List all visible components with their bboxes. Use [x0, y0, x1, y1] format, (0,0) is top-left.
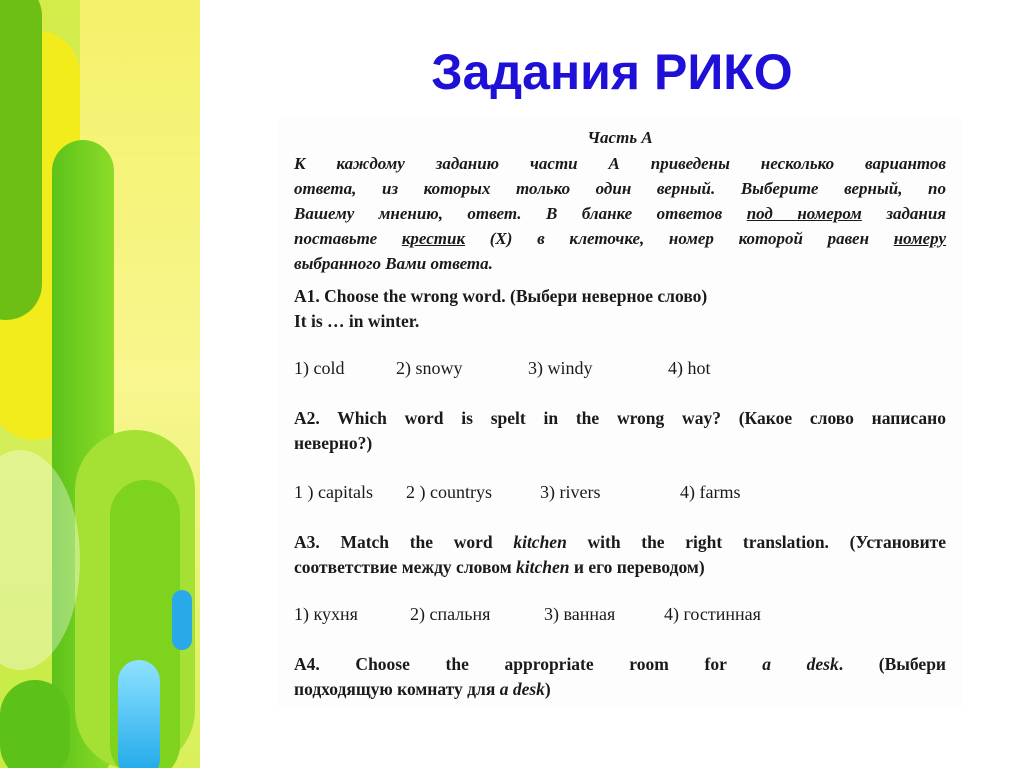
question-a4-object: a desk [499, 679, 545, 699]
part-title: Часть А [587, 128, 653, 147]
instructions-text: (Х) в клеточке, номер которой равен [489, 229, 870, 248]
question-a4-prompt-cont [294, 679, 946, 700]
question-a4-text: ) [544, 679, 551, 699]
scanned-task-sheet [278, 118, 962, 708]
question-a3-text: A3. Match the word [294, 532, 493, 552]
question-a1-option: 4) hot [668, 358, 711, 378]
question-a2-option: 1 ) capitals [294, 482, 373, 502]
question-a4-text: . (Выбери [838, 654, 947, 674]
question-a1-sentence: It is … in winter. [294, 311, 420, 331]
instructions-text: поставьте [294, 229, 378, 248]
question-a1-option: 1) cold [294, 358, 345, 378]
deco-stripe-green-left [0, 0, 42, 320]
question-a4-text: A4. Choose the appropriate room for [294, 654, 727, 674]
instructions-line-5: выбранного Вами ответа. [294, 254, 493, 273]
instructions-underlined-text: под номером [746, 204, 862, 223]
question-a2-option: 3) rivers [540, 482, 601, 502]
instructions-underlined-text: номеру [893, 229, 947, 248]
question-a3-text: соответствие между словом [294, 557, 512, 577]
deco-stripe-blue-small [172, 590, 192, 650]
question-a3-option: 4) гостинная [664, 604, 761, 624]
instructions-line-3 [294, 204, 946, 224]
question-a3-option: 2) спальня [410, 604, 491, 624]
question-a3-word: kitchen [513, 532, 567, 552]
instructions-underlined-text: крестик [401, 229, 466, 248]
question-a3-text: with the right translation. (Установите [587, 532, 947, 552]
question-a3-option: 1) кухня [294, 604, 358, 624]
question-a3-word: kitchen [516, 557, 570, 577]
question-a4-object: a desk [762, 654, 839, 674]
question-a3-prompt [294, 532, 946, 553]
instructions-line-4 [294, 229, 946, 249]
question-a3-prompt-cont [294, 557, 946, 578]
question-a4-prompt [294, 654, 946, 675]
deco-stripe-blue [118, 660, 160, 768]
instructions-line-1: К каждому заданию части А приведены несколько вариантов [294, 154, 946, 173]
instructions-text: задания [886, 204, 947, 223]
question-a3-option: 3) ванная [544, 604, 616, 624]
question-a1-prompt: A1. Choose the wrong word. (Выбери неверное слово) [294, 286, 708, 306]
question-a1-option: 2) snowy [396, 358, 463, 378]
question-a1-option: 3) windy [528, 358, 593, 378]
question-a3-text: и его переводом) [573, 557, 705, 577]
decorative-side-panel [0, 0, 200, 768]
instructions-line-2: ответа, из которых только один верный. Выберите верный, по [294, 179, 946, 198]
instructions-text: Вашему мнению, ответ. В бланке ответов [294, 204, 723, 223]
question-a4-text: подходящую комнату для [294, 679, 496, 699]
deco-stripe-green-bottom [0, 680, 70, 768]
question-a2-option: 4) farms [680, 482, 741, 502]
question-a2-option: 2 ) countrys [406, 482, 492, 502]
slide-title: Задания РИКО [431, 44, 793, 100]
question-a2-prompt: A2. Which word is spelt in the wrong way? (Какое слово написано [294, 408, 946, 428]
question-a2-prompt-cont: неверно?) [294, 433, 373, 453]
